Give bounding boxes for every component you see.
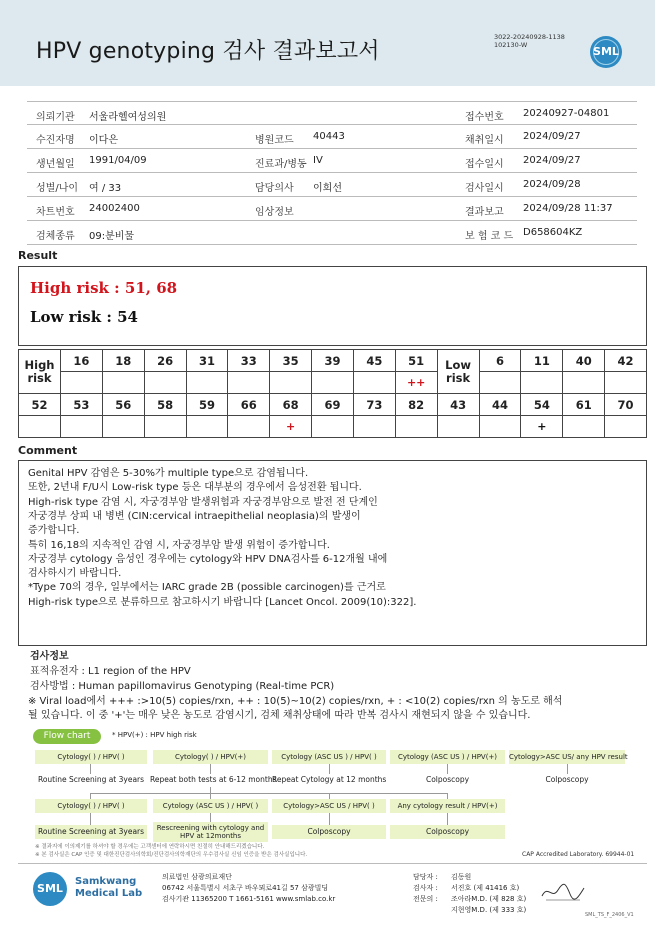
genotype-cell: 26 <box>144 350 186 372</box>
result-mark <box>479 372 521 394</box>
comment-line: High-risk type 감염 시, 자궁경부암 발생위험과 자궁경부암으로 발전 전 단계인 <box>28 496 378 508</box>
result-mark <box>102 416 144 438</box>
footer-note: ※ 결과지에 이의제기를 하셔야 할 경우에는 고객센터에 연락하시면 친절히 안내해드리겠습니다. <box>35 844 265 850</box>
result-mark <box>521 372 563 394</box>
info-label: 차트번호 <box>36 207 75 218</box>
table-row <box>19 394 647 416</box>
result-mark <box>228 416 270 438</box>
info-label: 담당의사 <box>255 183 294 194</box>
info-label: 접수일시 <box>465 159 504 170</box>
flow-outcome: Colposcopy <box>545 775 589 784</box>
info-row <box>27 221 637 245</box>
genotype-cell: 18 <box>102 350 144 372</box>
result-mark <box>186 416 228 438</box>
info-value: 여 / 33 <box>89 183 122 194</box>
staff-label: 검사자 : <box>413 884 438 892</box>
flow-outcome: Rescreening with cytology and HPV at 12months <box>153 822 268 842</box>
info-value: 이희선 <box>313 183 342 194</box>
comment-line: 자궁경부 cytology 음성인 경우에는 cytology와 HPV DNA검사를 6-12개월 내에 <box>28 553 388 565</box>
info-value: 서울라헬여성의원 <box>89 112 167 123</box>
result-mark: + <box>521 416 563 438</box>
info-label: 병원코드 <box>255 135 294 146</box>
flow-outcome: Repeat both tests at 6-12 months <box>150 775 277 784</box>
flow-node: Cytology( ) / HPV( ) <box>35 799 147 813</box>
patient-info-table <box>27 101 637 245</box>
signature <box>540 880 586 907</box>
info-label: 생년월일 <box>36 159 75 170</box>
flow-node: Cytology( ) / HPV(+) <box>153 750 268 764</box>
comment-section-title: Comment <box>18 444 78 457</box>
info-value: 2024/09/28 11:37 <box>523 203 613 214</box>
genotype-cell: 51 <box>395 350 437 372</box>
staff-label: 전문의 : <box>413 895 438 903</box>
info-label: 성별/나이 <box>36 183 79 194</box>
staff-name: 김동원 <box>451 873 472 881</box>
comment-box <box>18 460 647 646</box>
genotype-cell: 33 <box>228 350 270 372</box>
genotype-cell: 66 <box>228 394 270 416</box>
comment-line: Genital HPV 감염은 5-30%가 multiple type으로 감염됩니다. <box>28 468 309 479</box>
table-row <box>19 372 647 394</box>
result-mark <box>19 416 61 438</box>
report-title: HPV genotyping 검사 결과보고서 <box>36 39 380 64</box>
comment-line: 특히 16,18의 지속적인 감염 시, 자궁경부암 발생 위험이 증가합니다. <box>28 539 330 551</box>
info-label: 보 험 코 드 <box>465 231 514 242</box>
result-mark: ++ <box>395 372 437 394</box>
flow-node: Cytology (ASC US ) / HPV(+) <box>390 750 505 764</box>
info-label: 결과보고 <box>465 207 504 218</box>
result-mark <box>102 372 144 394</box>
address-line: 검사기관 11365200 T 1661-5161 www.smlab.co.kr <box>162 895 336 903</box>
result-mark <box>395 416 437 438</box>
genotype-cell: 16 <box>61 350 103 372</box>
info-value: 09:분비물 <box>89 231 135 242</box>
flow-node: Cytology>ASC US/ any HPV result <box>509 750 625 764</box>
comment-line: 검사하시기 바랍니다. <box>28 568 122 580</box>
table-row <box>19 416 647 438</box>
address-line: 06742 서울특별시 서초구 바우뫼로41길 57 삼광빌딩 <box>162 884 329 892</box>
comment-line: 증가합니다. <box>28 525 80 537</box>
result-mark <box>353 416 395 438</box>
comment-line: 또한, 2년내 F/U시 Low-risk type 등은 대부분의 경우에서 음성전환 됩니다. <box>28 482 362 494</box>
genotype-cell: 45 <box>353 350 395 372</box>
genotype-cell: 54 <box>521 394 563 416</box>
genotype-cell: 53 <box>61 394 103 416</box>
info-value: 20240927-04801 <box>523 108 610 119</box>
staff-name: 조아라M.D. (제 828 호) <box>451 895 527 903</box>
form-number: SML_TS_F_2406_V1 <box>585 912 634 918</box>
exam-info-title: 검사정보 <box>30 651 69 662</box>
staff-name: 서진호 (제 41416 호) <box>451 884 520 892</box>
result-mark <box>353 372 395 394</box>
flow-node: Cytology( ) / HPV( ) <box>35 750 147 764</box>
result-section-title: Result <box>18 249 58 262</box>
info-row <box>27 125 637 149</box>
report-header <box>0 0 655 86</box>
comment-line: 자궁경부 상피 내 병변 (CIN:cervical intraepithelial neoplasia)의 발생이 <box>28 510 361 522</box>
genotype-cell: 43 <box>437 394 479 416</box>
genotype-cell: 70 <box>605 394 647 416</box>
flow-outcome: Colposcopy <box>425 775 470 784</box>
genotype-cell: 52 <box>19 394 61 416</box>
genotype-cell: 73 <box>353 394 395 416</box>
genotype-cell: 82 <box>395 394 437 416</box>
result-mark <box>563 372 605 394</box>
low-risk-label: Low risk <box>437 350 479 394</box>
flow-node: Cytology>ASC US / HPV( ) <box>272 799 386 813</box>
genotype-cell: 69 <box>312 394 354 416</box>
genotype-cell: 59 <box>186 394 228 416</box>
result-mark <box>228 372 270 394</box>
result-mark <box>605 372 647 394</box>
info-value: 40443 <box>313 131 345 142</box>
genotype-table <box>18 349 647 438</box>
info-label: 검체종류 <box>36 231 75 242</box>
flow-legend: * HPV(+) : HPV high risk <box>112 731 197 739</box>
result-mark <box>61 416 103 438</box>
info-label: 수진자명 <box>36 135 75 146</box>
genotype-cell: 6 <box>479 350 521 372</box>
info-row <box>27 197 637 221</box>
info-label: 검사일시 <box>465 183 504 194</box>
cap-accreditation: CAP Accredited Laboratory. 69944-01 <box>522 851 635 858</box>
result-mark <box>563 416 605 438</box>
address-line: 의료법인 삼광의료재단 <box>162 873 232 881</box>
high-risk-label: High risk <box>19 350 61 394</box>
info-value: 이다은 <box>89 135 118 146</box>
result-mark <box>144 372 186 394</box>
genotype-cell: 31 <box>186 350 228 372</box>
info-label: 접수번호 <box>465 112 504 123</box>
result-mark <box>437 416 479 438</box>
result-box <box>18 266 647 346</box>
genotype-cell: 35 <box>270 350 312 372</box>
info-row <box>27 149 637 173</box>
table-row <box>19 350 647 372</box>
flow-outcome: Colposcopy <box>390 825 505 839</box>
flow-outcome: Colposcopy <box>272 825 386 839</box>
exam-method: 검사방법 : Human papillomavirus Genotyping (Real-time PCR) <box>30 681 335 692</box>
flow-outcome: Routine Screening at 3years <box>37 775 145 784</box>
sml-logo-icon: SML <box>33 872 67 906</box>
sml-logo-icon: SML <box>590 36 622 68</box>
comment-line: High-risk type으로 분류하므로 참고하시기 바랍니다 [Lancet Oncol. 2009(10):322]. <box>28 596 417 608</box>
genotype-cell: 56 <box>102 394 144 416</box>
result-mark <box>144 416 186 438</box>
result-mark <box>312 416 354 438</box>
result-mark <box>61 372 103 394</box>
info-value: 2024/09/28 <box>523 179 581 190</box>
result-mark <box>270 372 312 394</box>
high-risk-result: High risk : 51, 68 <box>30 279 178 297</box>
exam-note: 될 있습니다. 이 중 '+'는 매우 낮은 농도로 감염시기, 검체 채취상태에 따라 반복 검사시 재현되지 않을 수 있습니다. <box>28 710 531 721</box>
info-value: IV <box>313 155 323 166</box>
flow-outcome: Routine Screening at 3years <box>35 825 147 839</box>
genotype-cell: 40 <box>563 350 605 372</box>
flow-node: Cytology (ASC US ) / HPV( ) <box>153 799 268 813</box>
info-row <box>27 101 637 125</box>
genotype-cell: 42 <box>605 350 647 372</box>
flow-node: Any cytology result / HPV(+) <box>390 799 505 813</box>
low-risk-result: Low risk : 54 <box>30 308 138 326</box>
info-value: 24002400 <box>89 203 140 214</box>
info-value: 2024/09/27 <box>523 155 581 166</box>
staff-label: 담당자 : <box>413 873 438 881</box>
info-value: 2024/09/27 <box>523 131 581 142</box>
info-value: 1991/04/09 <box>89 155 147 166</box>
exam-note: ※ Viral load에서 +++ :>10(5) copies/rxn, ++ : 10(5)~10(2) copies/rxn, + : <10(2) copies/rxn 의 농도로 해석 <box>28 696 563 707</box>
genotype-cell: 44 <box>479 394 521 416</box>
genotype-cell: 39 <box>312 350 354 372</box>
info-label: 진료과/병동 <box>255 159 307 170</box>
genotype-cell: 58 <box>144 394 186 416</box>
result-mark <box>479 416 521 438</box>
info-label: 채취일시 <box>465 135 504 146</box>
info-row <box>27 173 637 197</box>
genotype-cell: 68 <box>270 394 312 416</box>
exam-target: 표적유전자 : L1 region of the HPV <box>30 666 191 677</box>
document-number: 3022-20240928-1138 102130-W <box>494 33 565 49</box>
genotype-cell: 11 <box>521 350 563 372</box>
info-label: 임상정보 <box>255 207 294 218</box>
flow-chart-label: Flow chart <box>33 729 101 744</box>
footer-note: ※ 본 검사실은 CAP 인증 및 대한진단검사의학회/진단검사의학재단의 우수검사실 신임 인증을 받은 검사실입니다. <box>35 852 308 858</box>
flow-outcome: Repeat Cytology at 12 months <box>272 775 387 784</box>
info-value: D658604KZ <box>523 227 583 238</box>
result-mark <box>186 372 228 394</box>
result-mark <box>605 416 647 438</box>
comment-line: *Type 70의 경우, 일부에서는 IARC grade 2B (possible carcinogen)를 근거로 <box>28 582 386 594</box>
company-name: Samkwang Medical Lab <box>75 876 143 899</box>
staff-name: 지현영M.D. (제 333 호) <box>451 906 527 914</box>
result-mark: + <box>270 416 312 438</box>
genotype-cell: 61 <box>563 394 605 416</box>
result-mark <box>312 372 354 394</box>
flow-node: Cytology (ASC US ) / HPV( ) <box>272 750 386 764</box>
info-label: 의뢰기관 <box>36 112 75 123</box>
